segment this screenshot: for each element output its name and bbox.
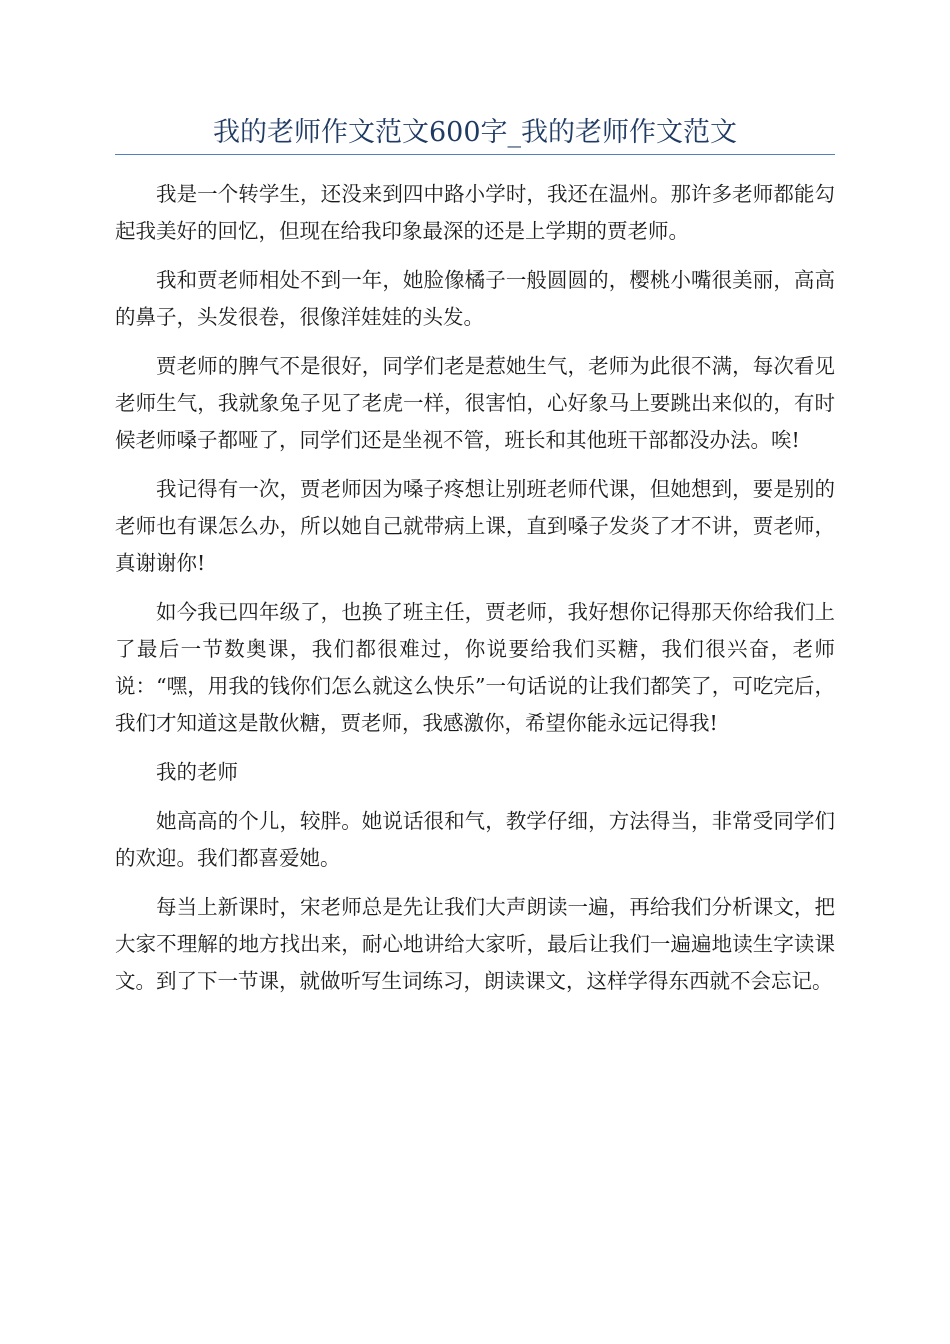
document-title: 我的老师作文范文600字_我的老师作文范文 <box>212 117 738 148</box>
paragraph: 如今我已四年级了，也换了班主任，贾老师，我好想你记得那天你给我们上了最后一节数奥课，我们都很难过，你说要给我们买糖，我们很兴奋，老师说：“嘿，用我的钱你们怎么就这么快乐”一句话说的让我们都笑了，可吃完后，我们才知道这是散伙糖，贾老师，我感激你，希望你能永远记得我! <box>115 600 835 735</box>
paragraph: 我记得有一次，贾老师因为嗓子疼想让别班老师代课，但她想到，要是别的老师也有课怎么办，所以她自己就带病上课，直到嗓子发炎了才不讲，贾老师，真谢谢你! <box>115 477 835 575</box>
paragraph: 我是一个转学生，还没来到四中路小学时，我还在温州。那许多老师都能勾起我美好的回忆，但现在给我印象最深的还是上学期的贾老师。 <box>115 182 835 243</box>
paragraph: 贾老师的脾气不是很好，同学们老是惹她生气，老师为此很不满，每次看见老师生气，我就象兔子见了老虎一样，很害怕，心好象马上要跳出来似的，有时候老师嗓子都哑了，同学们还是坐视不管，班长和其他班干部都没办法。唉! <box>115 354 835 452</box>
section-heading: 我的老师 <box>156 760 238 784</box>
paragraph: 她高高的个儿，较胖。她说话很和气，教学仔细，方法得当，非常受同学们的欢迎。我们都喜爱她。 <box>115 809 835 870</box>
paragraph: 每当上新课时，宋老师总是先让我们大声朗读一遍，再给我们分析课文，把大家不理解的地方找出来，耐心地讲给大家听，最后让我们一遍遍地读生字读课文。到了下一节课，就做听写生词练习，朗读课文，这样学得东西就不会忘记。 <box>115 895 835 993</box>
title-underline <box>115 154 835 155</box>
document-body <box>115 176 835 1012</box>
paragraph: 我和贾老师相处不到一年，她脸像橘子一般圆圆的，樱桃小嘴很美丽，高高的鼻子，头发很卷，很像洋娃娃的头发。 <box>115 268 835 329</box>
